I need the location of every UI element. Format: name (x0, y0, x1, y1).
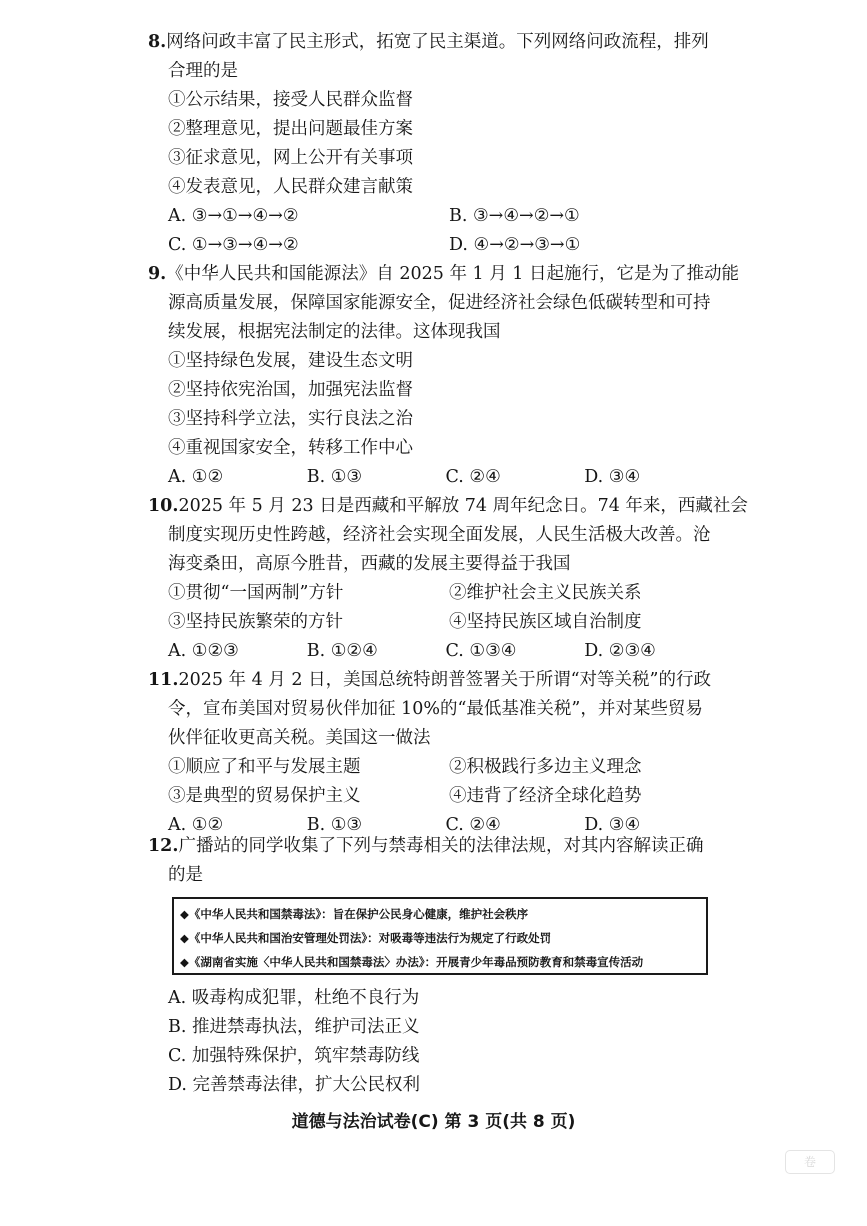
question-10 (148, 492, 748, 666)
option-a: A. ①② (168, 467, 224, 487)
question-number: 10. (148, 496, 179, 516)
option-b: B. ③→④→②→① (449, 206, 580, 226)
question-number: 9. (148, 264, 167, 284)
option-d: D. ②③④ (584, 641, 656, 661)
question-12-stem-line-2: 的是 (168, 865, 203, 885)
item-3: ③是典型的贸易保护主义 (168, 786, 361, 806)
option-b: B. 推进禁毒执法，维护司法正义 (168, 1017, 420, 1037)
option-c: C. ①③④ (445, 641, 517, 661)
question-11-stem-line-2: 令，宣布美国对贸易伙伴加征 10%的“最低基准关税”，并对某些贸易 (168, 699, 703, 719)
question-9 (148, 260, 739, 492)
question-8 (148, 28, 723, 260)
question-9-stem-line-1: 9.《中华人民共和国能源法》自 2025 年 1 月 1 日起施行，它是为了推动能 (148, 264, 739, 284)
question-10-options (148, 637, 723, 666)
question-number: 11. (148, 670, 179, 690)
option-a: A. ①②③ (168, 641, 239, 661)
question-10-stem-line-2: 制度实现历史性跨越，经济社会实现全面发展，人民生活极大改善。沧 (168, 525, 711, 545)
question-10-stem-line-1: 10.2025 年 5 月 23 日是西藏和平解放 74 周年纪念日。74 年来，西藏社会 (148, 496, 748, 516)
law-excerpt-box (172, 897, 708, 975)
question-12 (148, 832, 723, 890)
question-10-items-row-2 (148, 608, 723, 637)
law-item-2: ◆《中华人民共和国治安管理处罚法》：对吸毒等违法行为规定了行政处罚 (180, 931, 552, 945)
option-d: D. ③④ (584, 815, 641, 835)
item-4: ④坚持民族区域自治制度 (449, 612, 642, 632)
question-11 (148, 666, 723, 840)
question-10-items-row-1 (148, 579, 723, 608)
question-number: 12. (148, 836, 179, 856)
question-9-options (148, 463, 723, 492)
law-item-1: ◆《中华人民共和国禁毒法》：旨在保护公民身心健康，维护社会秩序 (180, 907, 529, 921)
question-11-stem-line-3: 伙伴征收更高关税。美国这一做法 (168, 728, 431, 748)
option-d: D. ④→②→③→① (449, 235, 581, 255)
question-10-stem-line-3: 海变桑田，高原今胜昔，西藏的发展主要得益于我国 (168, 554, 571, 574)
question-8-item-3: ③征求意见，网上公开有关事项 (168, 148, 413, 168)
item-4: ④违背了经济全球化趋势 (449, 786, 642, 806)
option-d: D. 完善禁毒法律，扩大公民权利 (168, 1075, 421, 1095)
question-9-item-2: ②坚持依宪治国，加强宪法监督 (168, 380, 413, 400)
law-item-3: ◆《湖南省实施〈中华人民共和国禁毒法〉办法》：开展青少年毒品预防教育和禁毒宣传活动 (180, 955, 644, 969)
option-c: C. ②④ (445, 467, 501, 487)
question-9-stem-line-3: 续发展，根据宪法制定的法律。这体现我国 (168, 322, 501, 342)
question-12-options (148, 984, 723, 1100)
option-a: A. 吸毒构成犯罪，杜绝不良行为 (168, 988, 420, 1008)
question-12-stem-line-1: 12.广播站的同学收集了下列与禁毒相关的法律法规，对其内容解读正确 (148, 836, 704, 856)
question-9-stem-line-2: 源高质量发展，保障国家能源安全，促进经济社会绿色低碳转型和可持 (168, 293, 711, 313)
item-2: ②积极践行多边主义理念 (449, 757, 642, 777)
option-c: C. 加强特殊保护，筑牢禁毒防线 (168, 1046, 420, 1066)
option-b: B. ①③ (306, 815, 363, 835)
option-a: A. ①② (168, 815, 224, 835)
option-d: D. ③④ (584, 467, 641, 487)
item-3: ③坚持民族繁荣的方针 (168, 612, 343, 632)
question-number: 8. (148, 32, 167, 52)
question-9-item-1: ①坚持绿色发展，建设生态文明 (168, 351, 413, 371)
item-1: ①顺应了和平与发展主题 (168, 757, 361, 777)
question-11-items-row-2 (148, 782, 723, 811)
question-9-item-3: ③坚持科学立法，实行良法之治 (168, 409, 413, 429)
option-a: A. ③→①→④→② (168, 206, 299, 226)
question-8-options-row-2 (148, 231, 723, 260)
watermark-logo: 卷 (785, 1150, 835, 1174)
option-c: C. ①→③→④→② (168, 235, 299, 255)
option-b: B. ①③ (306, 467, 363, 487)
question-8-item-2: ②整理意见，提出问题最佳方案 (168, 119, 413, 139)
item-2: ②维护社会主义民族关系 (449, 583, 642, 603)
page-footer: 道德与法治试卷(C) 第 3 页(共 8 页) (291, 1112, 576, 1132)
question-8-stem-line-1: 8.网络问政丰富了民主形式，拓宽了民主渠道。下列网络问政流程，排列 (148, 32, 709, 52)
question-8-options-row-1 (148, 202, 723, 231)
question-9-item-4: ④重视国家安全，转移工作中心 (168, 438, 413, 458)
question-8-item-1: ①公示结果，接受人民群众监督 (168, 90, 413, 110)
question-11-stem-line-1: 11.2025 年 4 月 2 日，美国总统特朗普签署关于所谓“对等关税”的行政 (148, 670, 711, 690)
item-1: ①贯彻“一国两制”方针 (168, 583, 344, 603)
question-8-item-4: ④发表意见，人民群众建言献策 (168, 177, 413, 197)
option-c: C. ②④ (445, 815, 501, 835)
question-8-stem-line-2: 合理的是 (168, 61, 238, 81)
question-11-items-row-1 (148, 753, 723, 782)
option-b: B. ①②④ (306, 641, 378, 661)
